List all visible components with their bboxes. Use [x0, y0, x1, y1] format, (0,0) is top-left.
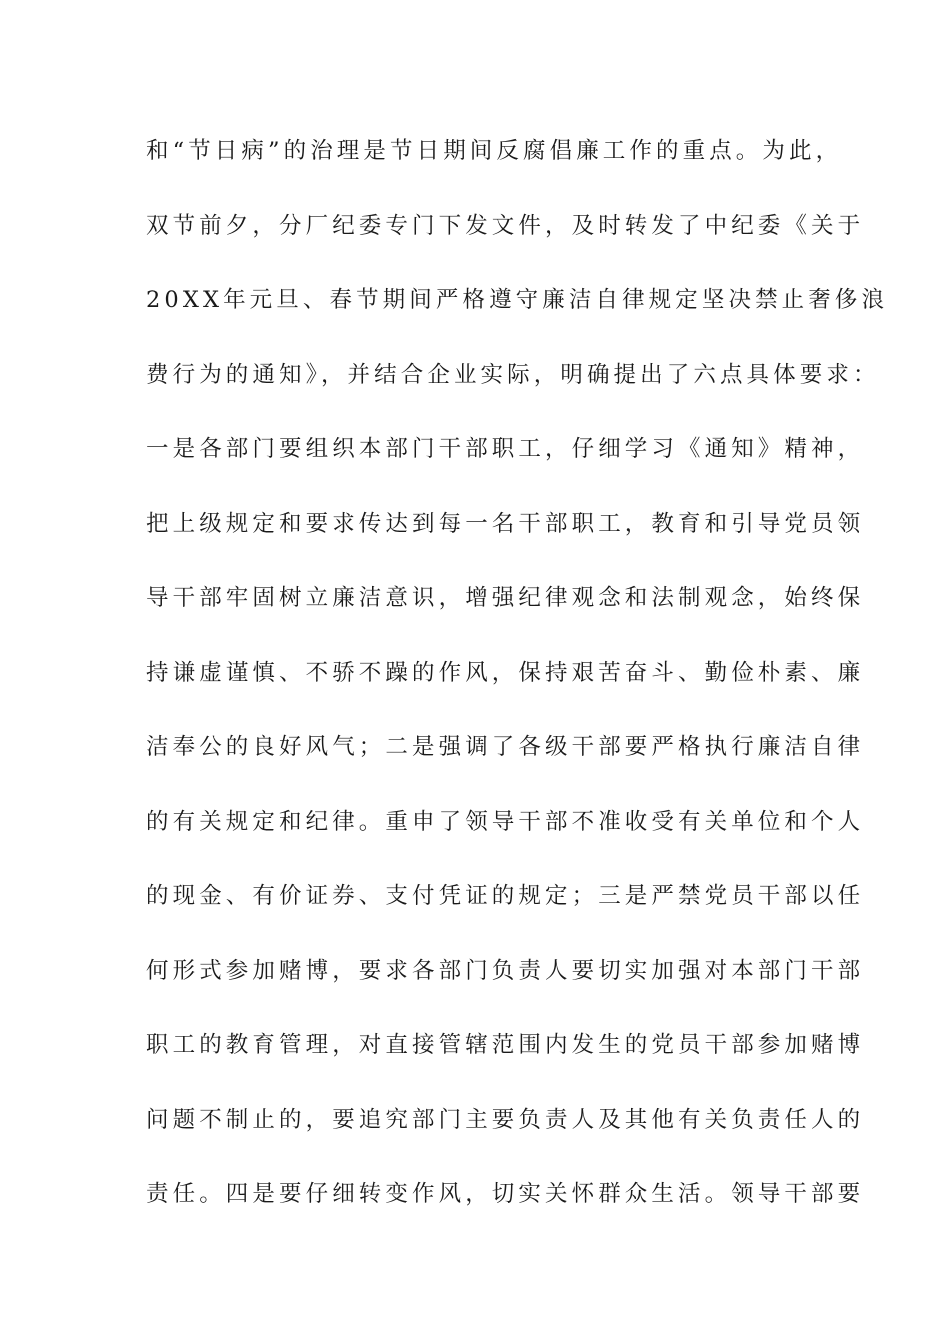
text-line: 何形式参加赌博，要求各部门负责人要切实加强对本部门干部	[146, 957, 865, 984]
text-line: 一是各部门要组织本部门干部职工，仔细学习《通知》精神，	[146, 436, 865, 462]
text-line: 的现金、有价证券、支付凭证的规定；三是严禁党员干部以任	[146, 883, 865, 909]
text-line: 的有关规定和纪律。重申了领导干部不准收受有关单位和个人	[146, 808, 865, 835]
body-text	[146, 130, 889, 1248]
text-line: 20XX年元旦、春节期间严格遵守廉洁自律规定坚决禁止奢侈浪	[146, 287, 889, 313]
text-line: 导干部牢固树立廉洁意识，增强纪律观念和法制观念，始终保	[146, 585, 865, 611]
text-line: 双节前夕，分厂纪委专门下发文件，及时转发了中纪委《关于	[146, 212, 865, 239]
text-line: 持谦虚谨慎、不骄不躁的作风，保持艰苦奋斗、勤俭朴素、廉	[146, 659, 865, 686]
text-line: 洁奉公的良好风气；二是强调了各级干部要严格执行廉洁自律	[146, 734, 865, 760]
text-line: 费行为的通知》，并结合企业实际，明确提出了六点具体要求：	[146, 361, 880, 388]
text-line: 把上级规定和要求传达到每一名干部职工，教育和引导党员领	[146, 510, 865, 537]
text-line: 问题不制止的，要追究部门主要负责人及其他有关负责任人的	[146, 1106, 865, 1133]
text-line: 和“节日病”的治理是节日期间反腐倡廉工作的重点。为此，	[146, 138, 843, 164]
text-line: 职工的教育管理，对直接管辖范围内发生的党员干部参加赌博	[146, 1032, 865, 1058]
text-line: 责任。四是要仔细转变作风，切实关怀群众生活。领导干部要	[146, 1181, 865, 1207]
